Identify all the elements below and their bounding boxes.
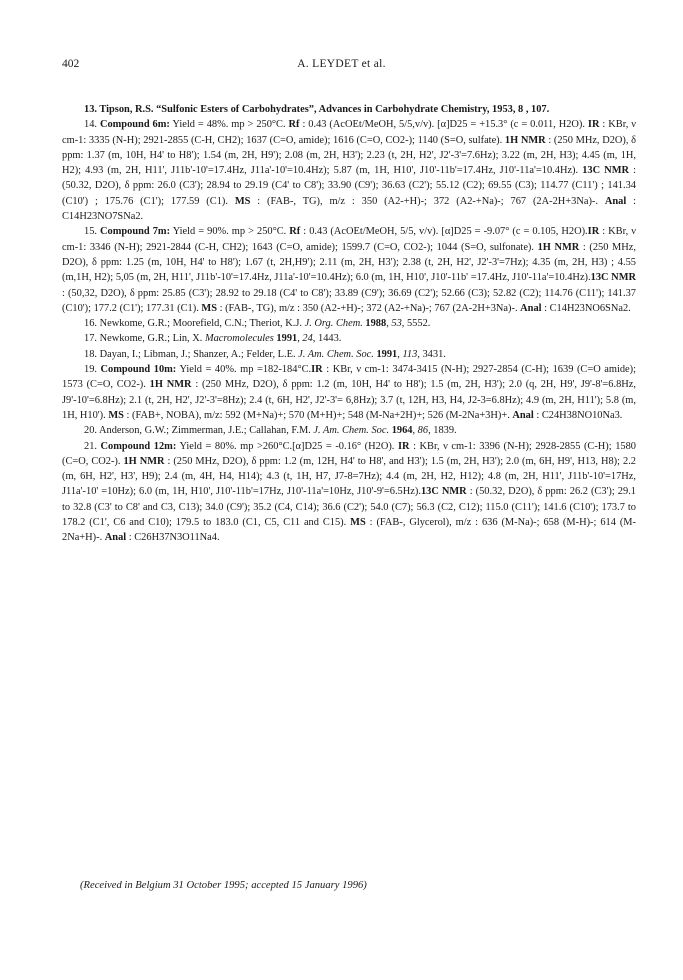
reference-text-run: MS [201, 302, 217, 314]
reference-ref18 [62, 347, 636, 362]
reference-text-run: MS [350, 517, 366, 529]
reference-text-run: 15. [84, 226, 101, 238]
reference-text-run: Compound 7m: [100, 226, 171, 238]
received-dates: (Received in Belgium 31 October 1995; accepted 15 January 1996) [80, 880, 367, 891]
reference-text-run: Compound 10m: [100, 364, 177, 376]
reference-text-run: 1988 [365, 318, 387, 330]
reference-text-run: : KBr, ν cm-1: 3346 (N-H); 2921-2844 (C-H, CH2); 1643 (C=O, amide); 1599.7 (C=O, CO2-); 1044 (S=O, sulfonate). [62, 226, 636, 253]
reference-text-run: Macromolecules [204, 333, 274, 345]
reference-text-run: MS [108, 409, 124, 421]
reference-text-run: 1H NMR [537, 241, 580, 253]
reference-text-run: 20. Anderson, G.W.; Zimmerman, J.E.; Callahan, F.M. [84, 425, 314, 437]
reference-text-run: , [412, 425, 418, 437]
reference-text-run: : 0.43 (AcOEt/MeOH, 5/5,v/v). [α]D25 = +15.3° (c = 0.011, H2O). [299, 119, 588, 131]
reference-text-run: IR [311, 364, 323, 376]
reference-text-run: 1H NMR [504, 134, 546, 146]
reference-text-run: Rf [288, 119, 300, 131]
reference-text-run: 21. [84, 440, 101, 452]
reference-text-run: : (50.32, D2O), δ ppm: 26.2 (C3'); 29.1 to 32.8 (C3' to C8' and C3, C13); 34.0 (C9'); 35.2 (C4, C14); 36.6 (C2'); 54.0 (C7); 56.3 (C2, C12); 115.0 (C11'); 141.6 (C10'); 173.7 to 178.2 (C1', C6 and C10); 179.5 to 183.0 (C1, C5, C11 and C15). [62, 486, 636, 529]
reference-text-run: Anal [104, 532, 127, 544]
reference-text-run: 1991 [376, 348, 398, 360]
reference-text-run: Anal [604, 195, 627, 207]
reference-text-run: : (50,32, D2O), δ ppm: 25.85 (C3'); 28.92 to 29.18 (C4' to C8'); 33.89 (C9'); 36.69 (C2'); 52.66 (C3); 52.82 (C2); 114.76 (C11'); 141.37 (C10'); 177.2 (C1'); 177.31 (C1). [62, 287, 636, 314]
reference-text-run: 13C NMR [590, 272, 636, 284]
reference-text-run: J. Org. Chem. [304, 318, 363, 330]
reference-text-run: 1964 [391, 425, 413, 437]
reference-text-run: : (FAB-, TG), m/z : 350 (A2-+H)-; 372 (A2-+Na)-; 767 (2A-2H+3Na)-. [217, 302, 521, 314]
reference-text-run: 1H NMR [123, 455, 165, 467]
reference-ref13 [62, 102, 636, 117]
reference-text-run: Anal [512, 409, 534, 421]
reference-text-run: : C26H37N3O11Na4. [126, 532, 220, 544]
reference-text-run: Yield = 90%. mp > 250°C. [170, 226, 290, 238]
reference-ref16 [62, 316, 636, 331]
reference-text-run: 19. [84, 364, 101, 376]
reference-text-run: : KBr, ν cm-1: 3335 (N-H); 2921-2855 (C-H, CH2); 1637 (C=O, amide); 1616 (C=O, CO2-); 1140 (S=O, sulfate). [62, 119, 636, 146]
reference-text-run: 13. Tipson, R.S. “Sulfonic Esters of Carbohydrates”, Advances in Carbohydrate Chemistry, 1953, 8 , 107. [84, 104, 550, 115]
reference-text-run: 18. Dayan, I.; Libman, J.; Shanzer, A.; Felder, L.E. [84, 348, 299, 360]
reference-text-run: 13C NMR [420, 486, 467, 498]
reference-text-run: , 1443. [312, 333, 342, 345]
running-head: A. LEYDET et al. [297, 58, 386, 70]
reference-text-run: 16. Newkome, G.R.; Moorefield, C.N.; Theriot, K.J. [84, 318, 305, 330]
reference-text-run: , 1839. [428, 425, 457, 437]
reference-text-run: 13C NMR [582, 165, 630, 177]
reference-text-run: : (250 MHz, D2O), δ ppm: 1.25 (m, 10H, H4' to H8'); 1.67 (t, 2H,H9'); 2.11 (m, 2H, H3'); 2.38 (t, 2H, H2', J2'-3'=7Hz); 4.35 (m, 2H, H3) ; 4.55 (m,1H, H2); 5,05 (m, 2H, H11', J11b'-10'=17.4Hz, J11a'-10'=10.4Hz); 6.0 (m, 1H, H10', J10'-11b' =17.4Hz, J10'-11a'=10.4Hz). [62, 241, 636, 284]
reference-text-run: Compound 6m: [99, 119, 170, 131]
reference-text-run: MS [234, 195, 251, 207]
reference-text-run: : C14H23NO6SNa2. [541, 302, 631, 314]
reference-text-run: : (FAB-, TG), m/z : 350 (A2-+H)-; 372 (A2-+Na)-; 767 (2A-2H+3Na)-. [250, 195, 605, 207]
reference-text-run: Yield = 40%. mp =182-184°C. [176, 364, 312, 376]
reference-text-run: , [297, 333, 303, 345]
reference-text-run: Yield = 48%. mp > 250°C. [169, 119, 289, 131]
reference-text-run: J. Am. Chem. Soc. [298, 348, 374, 360]
reference-text-run: 17. Newkome, G.R.; Lin, X. [84, 333, 205, 345]
reference-text-run: Rf [289, 226, 301, 238]
reference-text-run: : KBr, ν cm-1: 3474-3415 (N-H); 2927-2854 (C-H); 1639 (C=O amide); 1573 (C=O, CO2-). [62, 364, 636, 391]
reference-text-run: IR [397, 440, 410, 452]
reference-text-run: : C24H38NO10Na3. [533, 409, 623, 421]
reference-ref15 [62, 224, 636, 316]
reference-text-run: : (250 MHz, D2O), δ ppm: 1.2 (m, 10H, H4' to H8'); 1.5 (m, 2H, H3'); 2.0 (q, 2H, H9', J9'-8'=6.8Hz, J9'-10'=6.8Hz); 2.1 (t, 2H, H2', J2'-3'=8Hz); 2.4 (t, 6H, H2', J2'-3'= 6,8Hz); 3.7 (t, 12H, H3, H4, J2-3=6.8Hz); 4.9 (m, 2H, H11'); 5.8 (m, 1H, H10'). [62, 379, 636, 421]
reference-text-run: , 3431. [417, 348, 446, 360]
reference-ref14 [62, 117, 636, 224]
reference-text-run: : 0.43 (AcOEt/MeOH, 5/5, v/v). [α]D25 = -9.07° (c = 0.105, H2O). [300, 226, 588, 238]
reference-text-run: 14. [84, 119, 100, 131]
reference-text-run: IR [587, 226, 600, 238]
reference-ref21 [62, 439, 636, 546]
reference-text-run: Anal [520, 302, 542, 314]
reference-text-run: 1991 [276, 333, 298, 345]
reference-text-run: : (50.32, D2O), δ ppm: 26.0 (C3'); 28.94 to 29.19 (C4' to C8'); 33.90 (C9'); 36.63 (C2'); 55.12 (C2); 69.55 (C3); 114.77 (C11') ; 141.34 (C10') ; 175.76 (C1'); 177.59 (C1). [62, 165, 636, 207]
reference-text-run: , [397, 348, 403, 360]
reference-text-run: : (FAB+, NOBA), m/z: 592 (M+Na)+; 570 (M+H)+; 548 (M-Na+2H)+; 526 (M-2Na+3H)+. [123, 409, 513, 421]
reference-list [62, 102, 636, 546]
reference-text-run: : C14H23NO7SNa2. [62, 195, 636, 223]
reference-ref20 [62, 423, 636, 438]
reference-text-run: : (250 MHz, D2O), δ ppm: 1.37 (m, 10H, H4' to H8'); 1.54 (m, 2H, H9'); 2.08 (m, 2H, H3'); 2.23 (t, 2H, H2', J2'-3'=7.6Hz); 3.22 (m, 2H, H3); 4.45 (m, 1H, H2); 4.93 (m, 2H, H11', J11b'-10'=17.4Hz, J11a'-10'=10.4Hz); 5.87 (m, 1H, H10', J10'-11b'=17.4Hz, J10'-11a'=10.4Hz). [62, 134, 637, 177]
reference-ref19 [62, 362, 636, 423]
page-number: 402 [62, 58, 80, 70]
reference-text-run: Yield = 80%. mp >260°C.[α]D25 = -0.16° (H2O). [176, 440, 398, 452]
reference-text-run: Compound 12m: [100, 440, 177, 452]
reference-text-run: : KBr, ν cm-1: 3396 (N-H); 2928-2855 (C-H); 1580 (C=O, CO2-). [62, 440, 636, 467]
reference-text-run: J. Am. Chem. Soc. [313, 425, 390, 437]
reference-text-run: 86 [417, 425, 429, 437]
reference-text-run: : (250 MHz, D2O), δ ppm: 1.2 (m, 12H, H4' to H8', and H3'); 1.5 (m, 2H, H3'); 2.0 (m, 6H, H9', H13, H8); 2.2 (m, 6H, H2', H3', H9); 2.4 (m, 4H, H4, H14); 4.3 (t, 1H, H7, J7-8=7Hz); 4.4 (m, 2H, H2, H12); 4.8 (m, 2H, H11', J11b'-10'=17Hz, J11a'-10' =10Hz); 6.0 (m, 1H, H10', J10'-11b'=17Hz, J10'-11a'=10Hz, J10'-9'=6.5Hz). [62, 455, 636, 498]
reference-text-run: , [386, 318, 392, 330]
reference-text-run: 24 [302, 333, 313, 345]
reference-text-run: 53 [391, 318, 402, 330]
reference-text-run: : (FAB-, Glycerol), m/z : 636 (M-Na)-; 658 (M-H)-; 614 (M-2Na+H)-. [62, 517, 636, 544]
reference-text-run: IR [587, 119, 600, 131]
reference-text-run: 113 [402, 348, 418, 360]
reference-ref17 [62, 331, 636, 346]
reference-text-run: , 5552. [401, 318, 431, 330]
reference-text-run: 1H NMR [149, 379, 192, 391]
